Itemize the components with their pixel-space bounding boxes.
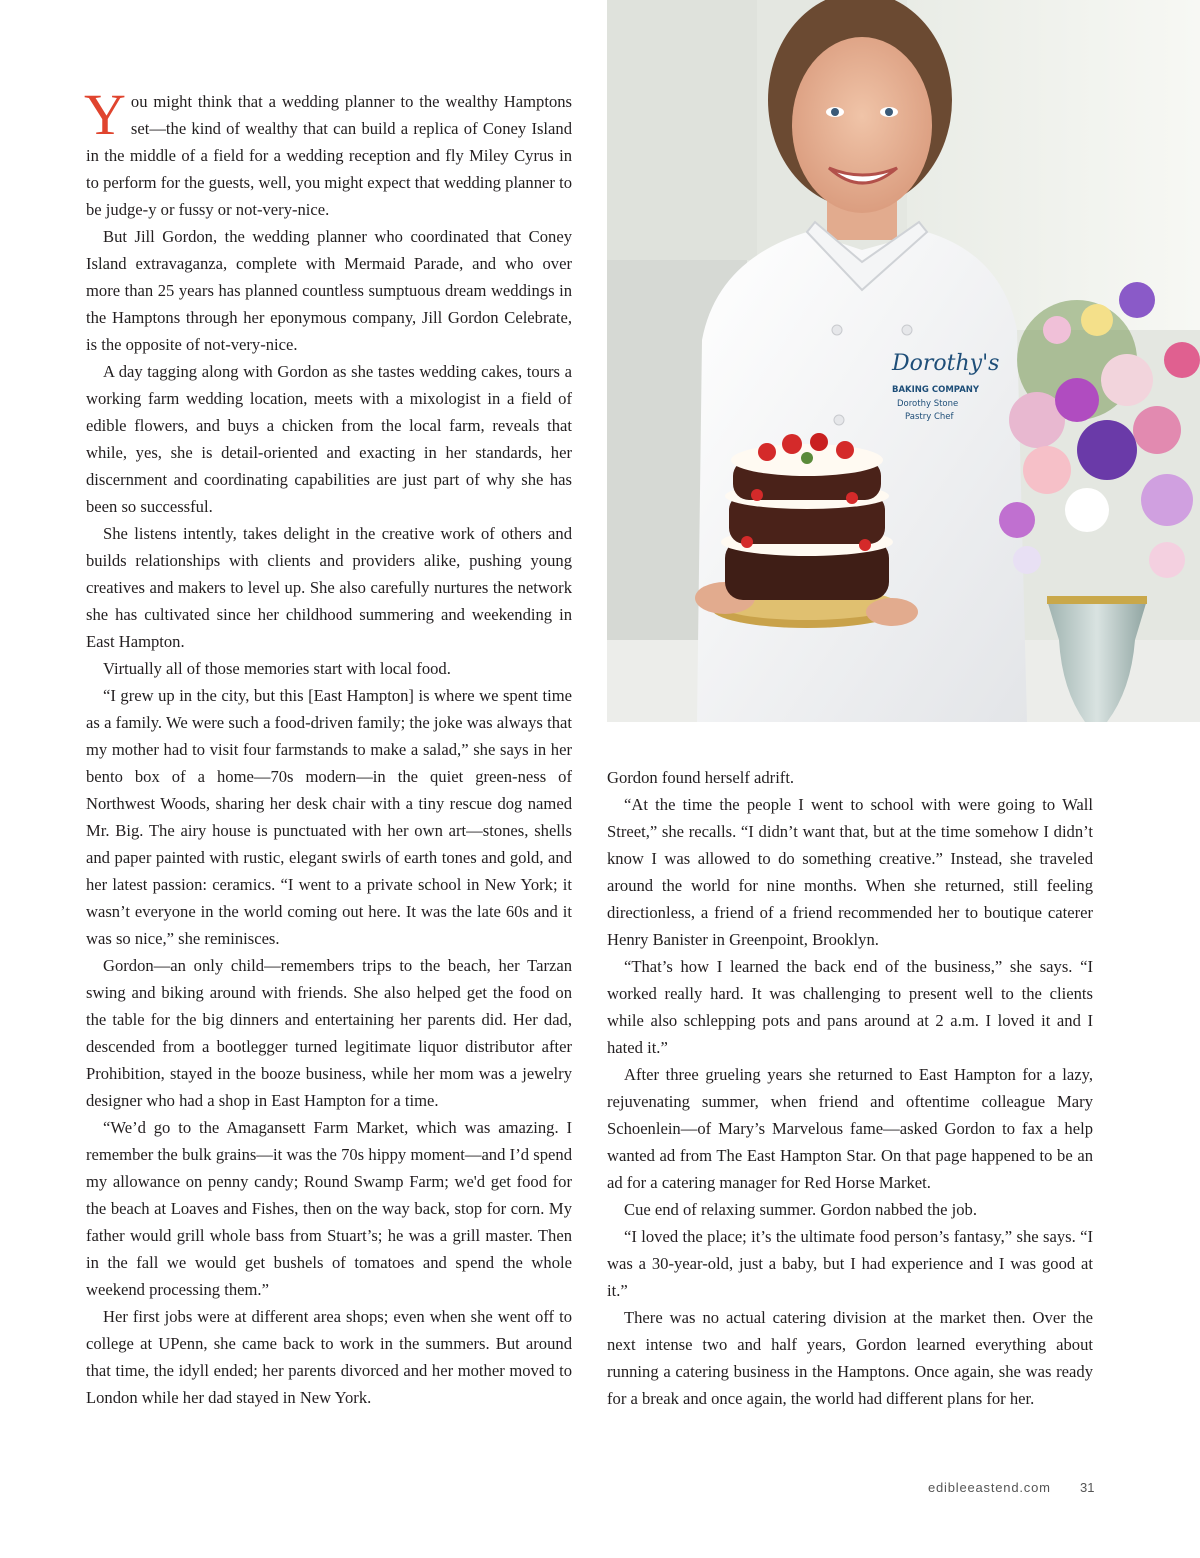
paragraph: “That’s how I learned the back end of the business,” she says. “I worked really hard. It was challenging to present well to the clients while also schlepping pots and pans around at 2 a.m. I loved it and I hated it.” bbox=[607, 957, 1093, 1057]
paragraph: Virtually all of those memories start with local food. bbox=[103, 659, 451, 678]
right-article-column bbox=[607, 764, 1093, 1412]
opening-paragraph bbox=[84, 82, 572, 223]
left-article-column bbox=[84, 82, 572, 1411]
paragraph: “I loved the place; it’s the ultimate food person’s fantasy,” she says. “I was a 30-year-old, just a baby, but I had experience and I was good at it.” bbox=[607, 1227, 1093, 1300]
paragraph: “I grew up in the city, but this [East Hampton] is where we spent time as a family. We were such a food-driven family; the joke was always that my mother had to visit four farmstands to make a salad,” she says in her bento box of a home—70s modern—in the quiet green-ness of Northwest Woods, sharing her desk chair with a tiny rescue dog named Mr. Big. The airy house is punctuated with her own art—stones, shells and paper painted with rustic, elegant swirls of earth tones and gold, and her latest passion: ceramics. “I went to a private school in New York; it wasn’t everyone in the world coming out here. It was the late 60s and it was so nice,” she reminisces. bbox=[86, 686, 572, 948]
paragraph: Her first jobs were at different area shops; even when she went off to college at UPenn, she came back to work in the summers. But around that time, the idyll ended; her parents divorced and her mother moved to London while her dad stayed in New York. bbox=[86, 1307, 572, 1407]
paragraph: After three grueling years she returned to East Hampton for a lazy, rejuvenating summer, when friend and oftentime colleague Mary Schoenlein—of Mary’s Marvelous fame—asked Gordon to fax a help wanted ad from The East Hampton Star. On that page happened to be an ad for a catering manager for Red Horse Market. bbox=[607, 1065, 1093, 1192]
embroidery-script: Dorothy's bbox=[892, 351, 1000, 376]
paragraph: Cue end of relaxing summer. Gordon nabbed the job. bbox=[624, 1200, 977, 1219]
embroidery-line-2: Dorothy Stone bbox=[897, 399, 959, 409]
paragraph: A day tagging along with Gordon as she tastes wedding cakes, tours a working farm wedding location, meets with a mixologist in a field of edible flowers, and buys a chicken from the local farm, reveals that while, yes, she is detail-oriented and exacting in her standards, her discernment and coordinating capabilities are just part of why she has been so successful. bbox=[86, 362, 572, 516]
drop-cap: Y bbox=[84, 82, 126, 147]
pastry-chef-photo bbox=[607, 0, 1200, 722]
paragraph: There was no actual catering division at the market then. Over the next intense two and half years, Gordon learned everything about running a catering business in the Hamptons. Once again, she was ready for a break and once again, the world had different plans for her. bbox=[607, 1308, 1093, 1408]
paragraph: But Jill Gordon, the wedding planner who coordinated that Coney Island extravaganza, complete with Mermaid Parade, and who over more than 25 years has planned countless sumptuous dream weddings in the Hamptons through her eponymous company, Jill Gordon Celebrate, is the opposite of not-very-nice. bbox=[86, 227, 572, 354]
embroidery-line-3: Pastry Chef bbox=[905, 412, 954, 422]
embroidery-line-1: BAKING COMPANY bbox=[892, 385, 980, 395]
footer-website: edibleeastend.com bbox=[928, 1480, 1051, 1495]
page-number: 31 bbox=[1080, 1480, 1095, 1495]
paragraph: “We’d go to the Amagansett Farm Market, which was amazing. I remember the bulk grains—it was the 70s hippy moment—and I’d spend my allowance on penny candy; Round Swamp Farm; we'd get food for the beach at Loaves and Fishes, then on the way back, stop for corn. My father would grill whole bass from Stuart’s; he was a grill master. Then in the fall we would get bushels of tomatoes and spend the whole weekend processing them.” bbox=[86, 1118, 572, 1299]
paragraph: Gordon—an only child—remembers trips to the beach, her Tarzan swing and biking around with friends. She also helped get the food on the table for the big dinners and entertaining her parents did. Her dad, descended from a bootlegger turned legitimate liquor distributor after Prohibition, stayed in the booze business, while her mom was a jewelry designer who had a shop in East Hampton for a time. bbox=[86, 956, 572, 1110]
paragraph: Gordon found herself adrift. bbox=[607, 768, 795, 787]
opening-paragraph-text: ou might think that a wedding planner to the wealthy Hamptons set—the kind of wealthy that can build a replica of Coney Island in the middle of a field for a wedding reception and fly Miley Cyrus in to perform for the guests, well, you might expect that wedding planner to be judge-y or fussy or not-very-nice. bbox=[86, 92, 572, 219]
paragraph: “At the time the people I went to school with were going to Wall Street,” she recalls. “I didn’t want that, but at the time somehow I didn’t know I was allowed to do something creative.” Instead, she traveled around the world for nine months. When she returned, still feeling directionless, a friend of a friend recommended her to boutique caterer Henry Banister in Greenpoint, Brooklyn. bbox=[607, 795, 1093, 949]
paragraph: She listens intently, takes delight in the creative work of others and builds relationships with clients and providers alike, pushing young creatives and makers to level up. She also carefully nurtures the network she has cultivated since her childhood summering and weekending in East Hampton. bbox=[86, 524, 572, 651]
